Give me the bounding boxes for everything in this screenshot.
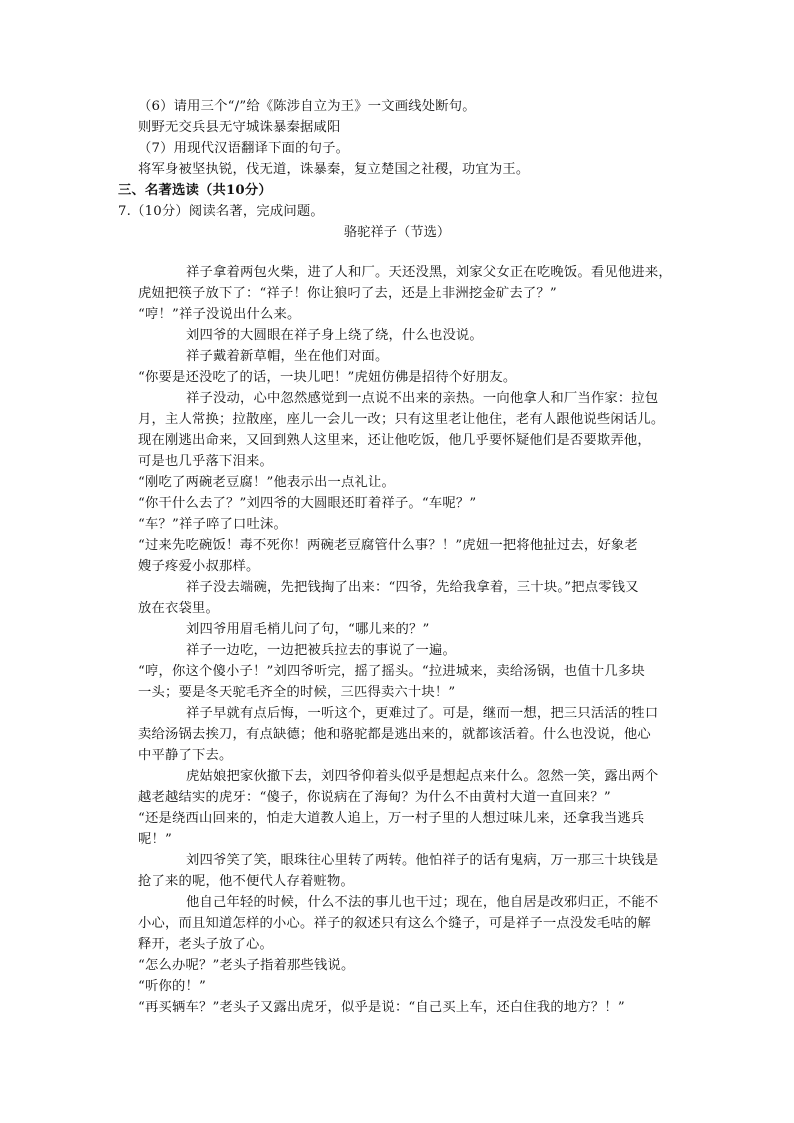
question-6-sentence: 则野无交兵县无守城诛暴秦据咸阳 xyxy=(138,120,341,135)
passage-line: 中平静了下去。 xyxy=(138,748,233,763)
passage-line: “听你的！” xyxy=(138,979,206,994)
passage-line: 虎妞把筷子放下了：“祥子！你让狼叼了去，还是上非洲挖金矿去了？” xyxy=(138,286,557,301)
passage-line: “哼！”祥子没说出什么来。 xyxy=(138,307,301,322)
passage-line: 一头；要是冬天驼毛齐全的时候，三匹得卖六十块！” xyxy=(138,685,456,700)
passage-line: 祥子戴着新草帽，坐在他们对面。 xyxy=(186,349,389,364)
passage-line: 他自己年轻的时候，什么不法的事儿也干过；现在，他自居是改邪归正，不能不 xyxy=(186,895,659,910)
passage-line: 祥子没动，心中忽然感觉到一点说不出来的亲热。一向他拿人和厂当作家：拉包 xyxy=(186,391,659,406)
passage-line: 虎姑娘把家伙撤下去，刘四爷仰着头似乎是想起点来什么。忽然一笑，露出两个 xyxy=(186,769,659,784)
passage-line: 释开，老头子放了心。 xyxy=(138,937,273,952)
passage-line: “刚吃了两碗老豆腐！”他表示出一点礼让。 xyxy=(138,475,395,490)
question-7: （7）用现代汉语翻译下面的句子。 xyxy=(138,141,350,156)
question-6: （6）请用三个“/”给《陈涉自立为王》一文画线处断句。 xyxy=(138,99,476,114)
passage-line: 祥子没去端碗，先把钱掏了出来：“四爷，先给我拿着，三十块。”把点零钱又 xyxy=(186,580,639,595)
passage-line: “哼，你这个傻小子！”刘四爷听完，摇了摇头。“拉进城来，卖给汤锅，也值十几多块 xyxy=(138,664,645,679)
passage-line: “还是绕西山回来的，怕走大道教人追上，万一村子里的人想过味儿来，还拿我当逃兵 xyxy=(138,811,645,826)
passage-line: 嫂子疼爱小叔那样。 xyxy=(138,559,260,574)
passage-line: 刘四爷的大圆眼在祥子身上绕了绕，什么也没说。 xyxy=(186,328,483,343)
passage-line: 卖给汤锅去挨刀，有点缺德；他和骆驼都是逃出来的，就都该活着。什么也没说，他心 xyxy=(138,727,651,742)
passage-line: 小心，而且知道怎样的小心。祥子的叙述只有这么个缝子，可是祥子一点没发毛咕的解 xyxy=(138,916,651,931)
passage-line: 现在刚逃出命来，又回到熟人这里来，还让他吃饭，他几乎要怀疑他们是否要欺弄他， xyxy=(138,433,651,448)
section-heading: 三、名著选读（共10分） xyxy=(118,183,272,198)
passage-line: 越老越结实的虎牙：“傻子，你说病在了海甸？为什么不由黄村大道一直回来？” xyxy=(138,790,611,805)
passage-line: 祥子一边吃，一边把被兵拉去的事说了一遍。 xyxy=(186,643,456,658)
question-item-7: 7.（10分）阅读名著，完成问题。 xyxy=(118,204,324,219)
passage-line: 祥子早就有点后悔，一听这个，更难过了。可是，继而一想，把三只活活的牲口 xyxy=(186,706,659,721)
passage-line: 月，主人常换；拉散座，座儿一会儿一改；只有这里老让他住，老有人跟他说些闲话儿。 xyxy=(138,412,665,427)
passage-line: “再买辆车？”老头子又露出虎牙，似乎是说：“自己买上车，还白住我的地方？！” xyxy=(138,1000,625,1015)
passage-title: 骆驼祥子（节选） xyxy=(343,225,451,240)
passage-line: 刘四爷用眉毛梢儿问了句，“哪儿来的？” xyxy=(186,622,430,637)
passage-line: 呢！” xyxy=(138,832,172,847)
passage-line: “车？”祥子啐了口吐沫。 xyxy=(138,517,287,532)
passage-line: “怎么办呢？”老头子指着那些钱说。 xyxy=(138,958,355,973)
passage-line: “你要是还没吃了的话，一块儿吧！”虎妞仿佛是招待个好朋友。 xyxy=(138,370,517,385)
passage-line: 刘四爷笑了笑，眼珠往心里转了两转。他怕祥子的话有鬼病，万一那三十块钱是 xyxy=(186,853,659,868)
question-7-sentence: 将军身被坚执锐，伐无道，诛暴秦，复立楚国之社稷，功宜为王。 xyxy=(138,162,530,177)
passage-line: 祥子拿着两包火柴，进了人和厂。天还没黑，刘家父女正在吃晚饭。看见他进来， xyxy=(186,265,672,280)
passage-line: 放在衣袋里。 xyxy=(138,601,219,616)
passage-line: 抢了来的呢，他不便代人存着赃物。 xyxy=(138,874,354,889)
passage-line: “你干什么去了？”刘四爷的大圆眼还盯着祥子。“车呢？” xyxy=(138,496,477,511)
passage-line: “过来先吃碗饭！毒不死你！两碗老豆腐管什么事？！”虎妞一把将他扯过去，好象老 xyxy=(138,538,638,553)
passage-line: 可是也几乎落下泪来。 xyxy=(138,454,273,469)
